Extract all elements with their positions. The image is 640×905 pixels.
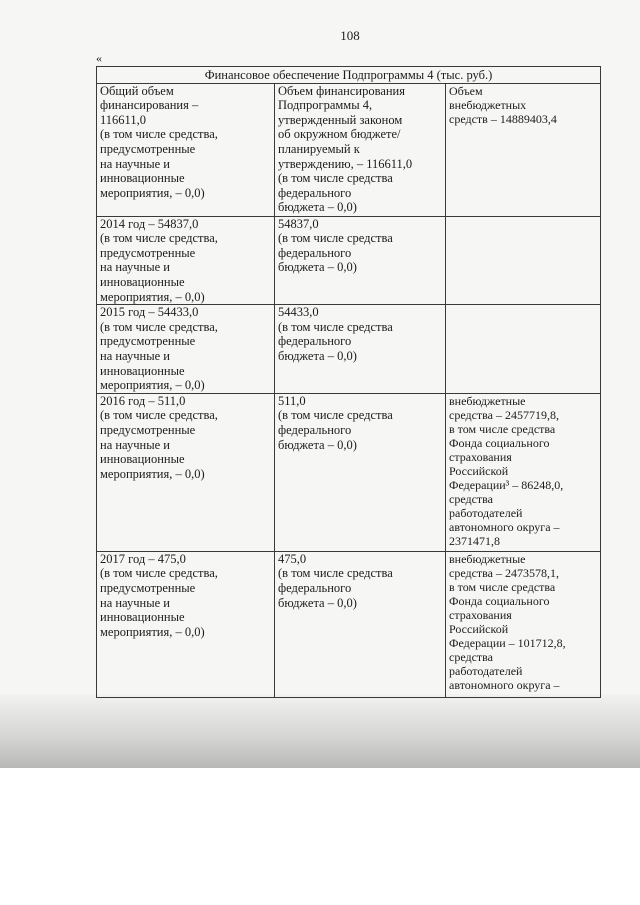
financing-table [96, 66, 601, 698]
page-number: 108 [340, 28, 360, 43]
budget-funding-cell: Объем финансирования Подпрограммы 4, утвержденный законом об окружном бюджете/ планируемый к утверждению, – 116611,0 (в том числе средства федерального бюджета – 0,0) [275, 83, 446, 216]
year-2015-budget-cell: 54433,0 (в том числе средства федерального бюджета – 0,0) [275, 305, 446, 394]
year-2015-cell: 2015 год – 54433,0 (в том числе средства, предусмотренные на научные и инновационные мероприятия, – 0,0) [97, 305, 275, 394]
extrabudget-funding-cell: Объем внебюджетных средств – 14889403,4 [446, 83, 601, 216]
year-2015-extrabudget-cell [446, 305, 601, 394]
year-2014-extrabudget-cell [446, 216, 601, 305]
year-2017-extrabudget-cell: внебюджетные средства – 2473578,1, в том числе средства Фонда социального страхования Российской Федерации – 101712,8, средства работодателей автономного округа – [446, 551, 601, 697]
year-2016-budget-cell: 511,0 (в том числе средства федерального бюджета – 0,0) [275, 393, 446, 551]
year-2014-budget-cell: 54837,0 (в том числе средства федерального бюджета – 0,0) [275, 216, 446, 305]
table-row [97, 83, 601, 216]
total-funding-cell: Общий объем финансирования – 116611,0 (в том числе средства, предусмотренные на научные и инновационные мероприятия, – 0,0) [97, 83, 275, 216]
table-title: Финансовое обеспечение Подпрограммы 4 (тыс. руб.) [97, 67, 601, 84]
opening-quote: « [96, 51, 102, 65]
year-2014-cell: 2014 год – 54837,0 (в том числе средства, предусмотренные на научные и инновационные мероприятия, – 0,0) [97, 216, 275, 305]
table-title-row [97, 67, 601, 84]
year-2017-budget-cell: 475,0 (в том числе средства федерального бюджета – 0,0) [275, 551, 446, 697]
year-2017-cell: 2017 год – 475,0 (в том числе средства, предусмотренные на научные и инновационные мероприятия, – 0,0) [97, 551, 275, 697]
table-row [97, 551, 601, 697]
year-2016-extrabudget-cell: внебюджетные средства – 2457719,8, в том числе средства Фонда социального страхования Российской Федерации³ – 86248,0, средства работодателей автономного округа – 2371471,8 [446, 393, 601, 551]
table-row [97, 305, 601, 394]
blank-area [0, 768, 640, 905]
table-row [97, 216, 601, 305]
table-row [97, 393, 601, 551]
year-2016-cell: 2016 год – 511,0 (в том числе средства, предусмотренные на научные и инновационные мероприятия, – 0,0) [97, 393, 275, 551]
scan-shadow [0, 694, 640, 768]
